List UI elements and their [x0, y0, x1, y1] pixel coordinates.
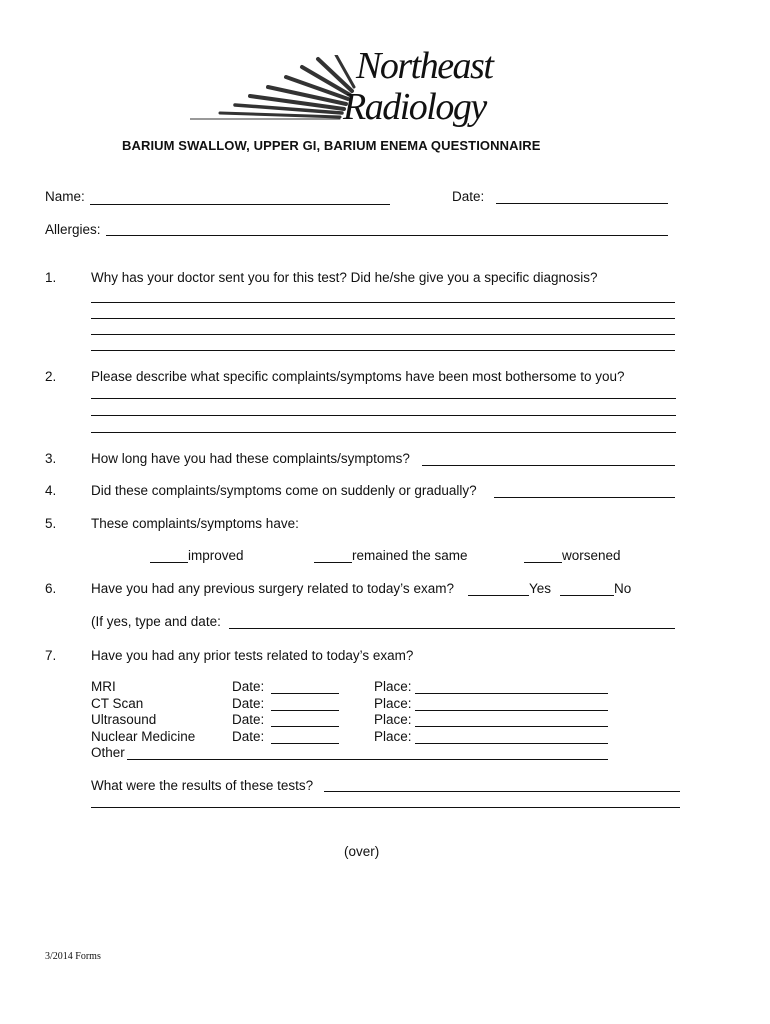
test-place-label: Place: [374, 729, 412, 744]
name-label: Name: [45, 189, 85, 204]
option-worsened: worsened [562, 548, 621, 563]
other-field[interactable] [127, 759, 608, 760]
logo-rays-icon [190, 55, 360, 125]
question-text: Why has your doctor sent you for this test? Did he/she give you a specific diagnosis? [91, 270, 598, 285]
answer-line[interactable] [324, 791, 680, 792]
test-name: MRI [91, 679, 116, 694]
answer-line[interactable] [229, 628, 675, 629]
answer-line[interactable] [91, 807, 680, 808]
checkbox-blank[interactable] [524, 562, 562, 563]
name-field[interactable] [90, 204, 390, 205]
over-note: (over) [344, 844, 380, 859]
test-date-field[interactable] [271, 726, 339, 727]
date-field[interactable] [496, 203, 668, 204]
logo-line2: Radiology [343, 86, 486, 128]
answer-line[interactable] [91, 350, 675, 351]
form-title: BARIUM SWALLOW, UPPER GI, BARIUM ENEMA QUESTIONNAIRE [122, 138, 541, 153]
checkbox-blank[interactable] [560, 595, 614, 596]
answer-line[interactable] [91, 334, 675, 335]
test-date-field[interactable] [271, 693, 339, 694]
question-text: Have you had any previous surgery related to today’s exam? [91, 581, 454, 596]
question-number: 2. [45, 369, 57, 384]
test-place-field[interactable] [415, 710, 608, 711]
test-date-label: Date: [232, 712, 265, 727]
option-improved: improved [188, 548, 244, 563]
allergies-field[interactable] [106, 235, 668, 236]
question-number: 3. [45, 451, 57, 466]
question-text: Please describe what specific complaints/symptoms have been most bothersome to you? [91, 369, 625, 384]
answer-line[interactable] [91, 302, 675, 303]
question-number: 7. [45, 648, 57, 663]
question-number: 1. [45, 270, 57, 285]
date-label: Date: [452, 189, 485, 204]
checkbox-blank[interactable] [150, 562, 188, 563]
option-yes: Yes [529, 581, 552, 596]
test-name: Ultrasound [91, 712, 157, 727]
checkbox-blank[interactable] [314, 562, 352, 563]
answer-line[interactable] [91, 398, 676, 399]
test-place-field[interactable] [415, 693, 608, 694]
test-place-field[interactable] [415, 726, 608, 727]
test-date-label: Date: [232, 679, 265, 694]
question-number: 4. [45, 483, 57, 498]
test-place-label: Place: [374, 696, 412, 711]
question-text: Have you had any prior tests related to today’s exam? [91, 648, 414, 663]
test-place-label: Place: [374, 679, 412, 694]
other-label: Other [91, 745, 125, 760]
test-place-label: Place: [374, 712, 412, 727]
question-text: Did these complaints/symptoms come on suddenly or gradually? [91, 483, 477, 498]
test-place-field[interactable] [415, 743, 608, 744]
test-date-label: Date: [232, 696, 265, 711]
test-name: CT Scan [91, 696, 144, 711]
results-question: What were the results of these tests? [91, 778, 314, 793]
test-date-field[interactable] [271, 710, 339, 711]
answer-line[interactable] [91, 318, 675, 319]
test-date-label: Date: [232, 729, 265, 744]
question-text: How long have you had these complaints/symptoms? [91, 451, 410, 466]
answer-line[interactable] [422, 465, 675, 466]
test-name: Nuclear Medicine [91, 729, 196, 744]
question-text: These complaints/symptoms have: [91, 516, 299, 531]
answer-line[interactable] [91, 432, 676, 433]
if-yes-label: (If yes, type and date: [91, 614, 221, 629]
allergies-label: Allergies: [45, 222, 101, 237]
question-number: 5. [45, 516, 57, 531]
checkbox-blank[interactable] [468, 595, 529, 596]
logo-line1: Northeast [356, 45, 493, 87]
footer-note: 3/2014 Forms [45, 951, 101, 962]
answer-line[interactable] [494, 497, 675, 498]
answer-line[interactable] [91, 415, 676, 416]
test-date-field[interactable] [271, 743, 339, 744]
option-remained: remained the same [352, 548, 468, 563]
question-number: 6. [45, 581, 57, 596]
option-no: No [614, 581, 632, 596]
